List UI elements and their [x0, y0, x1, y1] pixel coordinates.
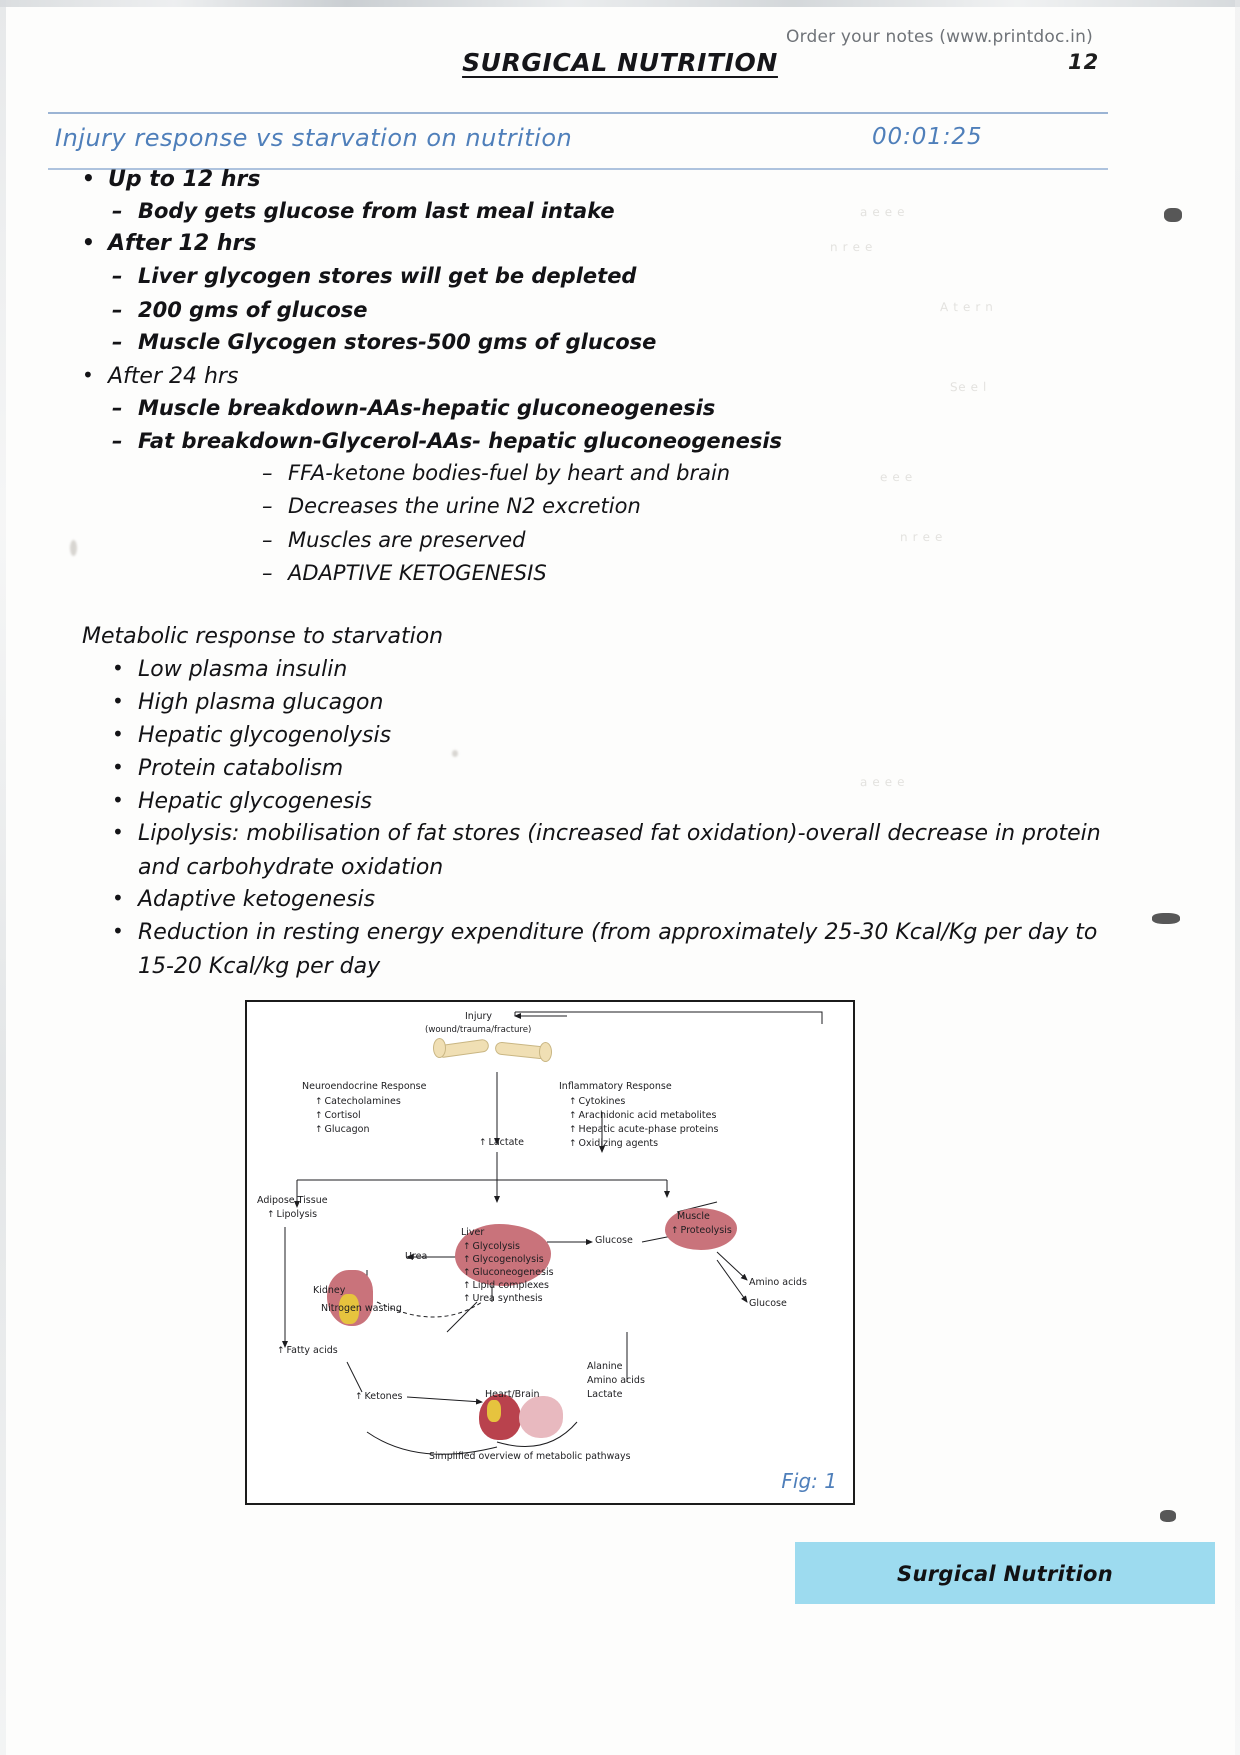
figure-kidney-item: Nitrogen wasting	[321, 1303, 402, 1314]
figure-neuroendocrine-title: Neuroendocrine Response	[302, 1081, 427, 1092]
list-item: – FFA-ketone bodies-fuel by heart and brain	[288, 462, 730, 485]
page-title: SURGICAL NUTRITION	[462, 48, 778, 77]
scan-artifact	[1164, 208, 1182, 222]
list-item: – Muscle Glycogen stores-500 gms of glucose	[138, 331, 656, 354]
scan-artifact	[452, 750, 458, 757]
list-item: – ADAPTIVE KETOGENESIS	[288, 562, 547, 585]
list-item: • Up to 12 hrs	[108, 168, 260, 192]
list-item: – Muscles are preserved	[288, 529, 525, 552]
list-item: – Muscle breakdown-AAs-hepatic gluconeogenesis	[138, 397, 715, 420]
list-item: • Hepatic glycogenesis	[138, 790, 372, 814]
list-item: – Liver glycogen stores will get be depleted	[138, 265, 636, 288]
list-item: – Body gets glucose from last meal intake	[138, 200, 615, 223]
footer-tag-label: Surgical Nutrition	[897, 1562, 1113, 1586]
figure-muscle-item: ↑ Proteolysis	[671, 1224, 732, 1238]
list-item: • After 12 hrs	[108, 232, 256, 256]
ghost-text: e e e	[879, 469, 913, 485]
list-item: • Low plasma insulin	[138, 658, 347, 682]
figure-inflammatory-title: Inflammatory Response	[559, 1081, 672, 1092]
figure-inflammatory-item: ↑ Hepatic acute-phase proteins	[569, 1123, 718, 1137]
figure-neuroendocrine-item: ↑ Catecholamines	[315, 1095, 401, 1109]
figure-muscle-title: Muscle	[677, 1211, 710, 1222]
scan-artifact	[1160, 1510, 1176, 1522]
figure-metabolic-pathways	[245, 1000, 855, 1505]
figure-neuroendocrine-item: ↑ Cortisol	[315, 1109, 361, 1123]
figure-neuroendocrine-item: ↑ Glucagon	[315, 1123, 369, 1137]
figure-liver-item: ↑ Urea synthesis	[463, 1292, 543, 1306]
figure-return-label: Amino acids	[587, 1375, 645, 1386]
list-item: – Decreases the urine N2 excretion	[288, 495, 641, 518]
brain-icon	[519, 1396, 563, 1438]
timestamp: 00:01:25	[872, 124, 983, 150]
list-item: • Reduction in resting energy expenditure (from approximately 25-30 Kcal/Kg per day to	[138, 921, 1097, 945]
list-item: • Adaptive ketogenesis	[138, 888, 375, 912]
section-divider-top	[48, 112, 1108, 114]
ghost-text: n r e e	[829, 239, 873, 255]
figure-heart-brain-label: Heart/Brain	[485, 1389, 540, 1400]
list-item: • High plasma glucagon	[138, 691, 383, 715]
list-item: • Hepatic glycogenolysis	[138, 724, 391, 748]
ghost-text: a e e e	[859, 204, 906, 220]
figure-amino-acids-label: Amino acids	[749, 1277, 807, 1288]
figure-adipose-title: Adipose Tissue	[257, 1195, 328, 1206]
scan-artifact	[1152, 913, 1180, 924]
scan-edge-left	[0, 0, 6, 1755]
page-number: 12	[1068, 50, 1100, 74]
ghost-text: n r e e	[899, 529, 943, 545]
figure-inflammatory-item: ↑ Cytokines	[569, 1095, 625, 1109]
figure-liver-title: Liver	[461, 1227, 485, 1238]
ghost-text: Se e l	[949, 379, 987, 395]
figure-liver-item: ↑ Glycolysis	[463, 1240, 520, 1254]
metabolic-heading: Metabolic response to starvation	[82, 624, 444, 649]
heart-icon	[487, 1400, 501, 1422]
figure-inflammatory-item: ↑ Oxidizing agents	[569, 1137, 658, 1151]
figure-liver-item: ↑ Glycogenolysis	[463, 1253, 544, 1267]
list-item-continuation: 15-20 Kcal/kg per day	[138, 954, 381, 979]
ghost-text: a e e e	[859, 774, 906, 790]
bone-icon	[539, 1042, 552, 1062]
figure-glucose-label: Glucose	[595, 1235, 633, 1246]
order-note: Order your notes (www.printdoc.in)	[786, 27, 1093, 47]
figure-kidney-title: Kidney	[313, 1285, 346, 1296]
figure-lactate-label: ↑ Lactate	[479, 1136, 524, 1150]
scan-artifact	[70, 540, 77, 556]
figure-inflammatory-item: ↑ Arachidonic acid metabolites	[569, 1109, 716, 1123]
figure-urea-label: Urea	[405, 1251, 428, 1262]
figure-return-label: Alanine	[587, 1361, 623, 1372]
figure-liver-item: ↑ Lipid complexes	[463, 1279, 549, 1293]
figure-injury-label: Injury	[465, 1011, 493, 1022]
figure-return-label: Lactate	[587, 1389, 623, 1400]
list-item: • After 24 hrs	[108, 365, 238, 389]
figure-liver-item: ↑ Gluconeogenesis	[463, 1266, 554, 1280]
list-item: • Protein catabolism	[138, 757, 343, 781]
ghost-text: A t e r n	[939, 299, 994, 315]
figure-number-label: Fig: 1	[781, 1469, 837, 1493]
figure-ketones-label: ↑ Ketones	[355, 1390, 403, 1404]
scan-edge-right	[1235, 0, 1240, 1755]
figure-adipose-item: ↑ Lipolysis	[267, 1208, 317, 1222]
figure-caption: Simplified overview of metabolic pathways	[429, 1451, 631, 1462]
list-item-continuation: and carbohydrate oxidation	[138, 855, 444, 880]
list-item: – 200 gms of glucose	[138, 299, 368, 322]
bone-icon	[433, 1038, 446, 1058]
list-item: – Fat breakdown-Glycerol-AAs- hepatic gluconeogenesis	[138, 430, 782, 453]
list-item: • Lipolysis: mobilisation of fat stores (increased fat oxidation)-overall decrease in protein	[138, 822, 1101, 846]
figure-glucose-right-label: Glucose	[749, 1298, 787, 1309]
figure-injury-sublabel: (wound/trauma/fracture)	[425, 1025, 532, 1035]
section-title: Injury response vs starvation on nutrition	[55, 124, 573, 152]
scan-edge-top	[0, 0, 1240, 7]
figure-fatty-acids-label: ↑ Fatty acids	[277, 1344, 338, 1358]
